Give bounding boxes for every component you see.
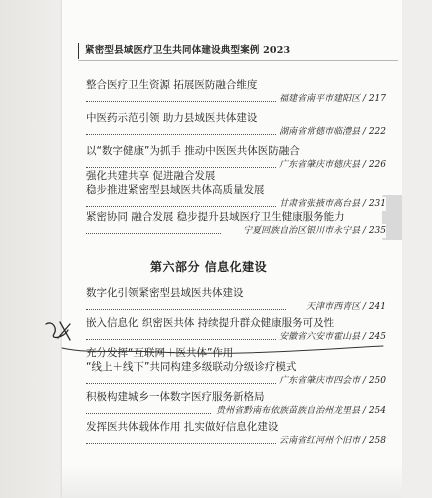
- entry-title: “线上＋线下”共同构建多级联动分级诊疗模式: [86, 361, 297, 373]
- entry-title: 数字化引领紧密型县域医共体建设: [86, 287, 244, 299]
- running-header: 紧密型县域医疗卫生共同体建设典型案例 2023: [78, 43, 405, 59]
- entry-meta: 贵州省黔南布依族苗族自治州龙里县 / 254: [86, 404, 386, 418]
- entry-title: 强化共建共享 促进融合发展: [86, 170, 216, 182]
- entry-meta: 湖南省常德市临澧县 / 222: [86, 125, 386, 139]
- header-rule: [78, 60, 398, 61]
- toc-entry: [86, 144, 386, 172]
- toc-entry: [86, 78, 386, 106]
- entry-meta: 甘肃省张掖市高台县 / 231: [86, 197, 386, 211]
- entry-title: 稳步推进紧密型县域医共体高质量发展: [86, 184, 265, 196]
- page-gutter: [0, 0, 62, 498]
- entry-title: 发挥医共体载体作用 扎实做好信息化建设: [86, 421, 279, 433]
- entry-title: 中医药示范引领 助力县域医共体建设: [86, 112, 258, 124]
- entry-meta: 天津市西青区 / 241: [86, 300, 386, 314]
- entry-meta: 安徽省六安市霍山县 / 245: [86, 330, 386, 344]
- entry-title: 嵌入信息化 织密医共体 持续提升群众健康服务可及性: [86, 317, 335, 329]
- toc-entry: [86, 420, 386, 448]
- entry-meta: 云南省红河州个旧市 / 258: [86, 434, 386, 448]
- entry-meta: 广东省肇庆市四会市 / 250: [86, 374, 386, 388]
- toc-entry: [86, 210, 386, 238]
- page-bottom-fade: [62, 465, 402, 498]
- entry-title: 以“数字健康”为抓手 推动中医医共体医防融合: [86, 145, 300, 157]
- toc-entry: [86, 390, 386, 418]
- section-title: 第六部分 信息化建设: [150, 260, 268, 274]
- toc-entry: [86, 286, 386, 314]
- entry-title: 充分发挥“互联网＋医共体”作用: [86, 347, 234, 359]
- pen-underline-mark: [58, 340, 388, 360]
- entry-meta: 宁夏回族自治区银川市永宁县 / 235: [86, 224, 386, 238]
- entry-title: 整合医疗卫生资源 拓展医防融合维度: [86, 79, 258, 91]
- toc-entry: [86, 169, 386, 211]
- toc-entry: [86, 111, 386, 139]
- entry-title: 积极构建城乡一体数字医疗服务新格局: [86, 391, 265, 403]
- entry-title: 紧密协同 融合发展 稳步提升县域医疗卫生健康服务能力: [86, 211, 345, 223]
- entry-meta: 福建省南平市建阳区 / 217: [86, 92, 386, 106]
- entry-meta: 广东省肇庆市德庆县 / 226: [86, 158, 386, 172]
